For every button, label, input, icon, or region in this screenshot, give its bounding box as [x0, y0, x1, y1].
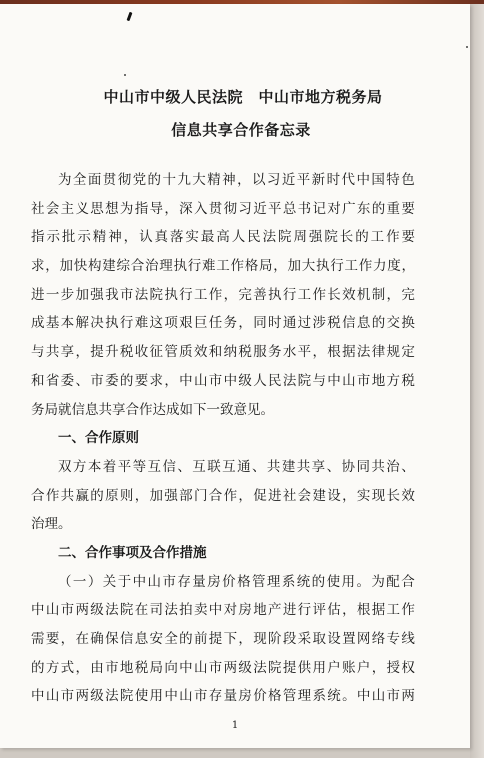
body-line: 中 山 市 两 级 法 院 使 用 中 山 市 存 量 房 价 格 管 理 系 统 。 中 山 市 两	[31, 688, 415, 705]
body-line: 指 示 批 示 精 神 ， 认 真 落 实 最 高 人 民 法 院 周 强 院 长 的 工 作 要	[31, 229, 415, 246]
body-line: 务局就信息共享合作达成如下一致意见。	[31, 401, 274, 418]
body-line: 和 省 委 、 市 委 的 要 求 ， 中 山 市 中 级 人 民 法 院 与 中 山 市 地 方 税	[31, 372, 415, 389]
scan-dot	[124, 74, 126, 76]
document-title-line1: 中山市中级人民法院 中山市地方税务局	[103, 88, 383, 106]
section-heading: 一、合作原则	[58, 430, 139, 447]
body-line: 社 会 主 义 思 想 为 指 导 ， 深 入 贯 彻 习 近 平 总 书 记 对 广 东 的 重 要	[31, 200, 415, 217]
body-line: 成 基 本 解 决 执 行 难 这 项 艰 巨 任 务 ， 同 时 通 过 涉 税 信 息 的 交 换	[31, 315, 415, 332]
body-line: （ 一 ） 关 于 中 山 市 存 量 房 价 格 管 理 系 统 的 使 用 。 为 配 合	[58, 573, 415, 590]
body-line: 中 山 市 两 级 法 院 在 司 法 拍 卖 中 对 房 地 产 进 行 评 估 ， 根 据 工 作	[31, 602, 415, 619]
scan-speck	[127, 12, 133, 21]
scan-dot	[466, 46, 468, 48]
body-line: 双 方 本 着 平 等 互 信 、 互 联 互 通 、 共 建 共 享 、 协 同 共 治 、	[58, 458, 415, 475]
section-heading: 二、合作事项及合作措施	[58, 544, 207, 561]
body-line: 求 ， 加 快 构 建 综 合 治 理 执 行 难 工 作 格 局 ， 加 大 执 行 工 作 力 度 ，	[31, 258, 415, 275]
body-line: 合 作 共 赢 的 原 则 ， 加 强 部 门 合 作 ， 促 进 社 会 建 设 ， 实 现 长 效	[31, 487, 415, 504]
document-title-line2: 信息共享合作备忘录	[171, 121, 311, 139]
body-line: 的 方 式 ， 由 市 地 税 局 向 中 山 市 两 级 法 院 提 供 用 户 账 户 ， 授 权	[31, 659, 415, 676]
body-line: 为 全 面 贯 彻 党 的 十 九 大 精 神 ， 以 习 近 平 新 时 代 中 国 特 色	[58, 172, 415, 188]
document-page	[0, 4, 470, 748]
body-line: 与 共 享 ， 提 升 税 收 征 管 质 效 和 纳 税 服 务 水 平 ， 根 据 法 律 规 定	[31, 344, 415, 361]
body-line: 进 一 步 加 强 我 市 法 院 执 行 工 作 ， 完 善 执 行 工 作 长 效 机 制 ， 完	[31, 286, 415, 303]
body-line: 需 要 ， 在 确 保 信 息 安 全 的 前 提 下 ， 现 阶 段 采 取 设 置 网 络 专 线	[31, 631, 415, 647]
document-body	[31, 166, 415, 711]
scan-right-edge	[470, 4, 484, 758]
page-number: 1	[231, 720, 239, 731]
scan-bottom-edge	[0, 748, 470, 758]
body-line: 治理。	[31, 516, 72, 533]
